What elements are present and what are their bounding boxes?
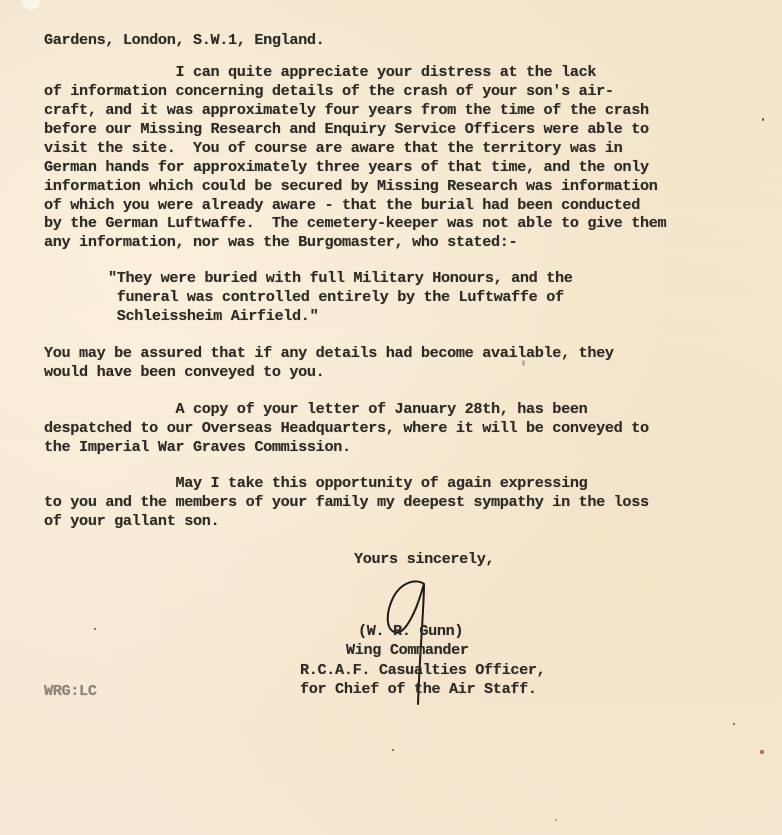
paragraph-1-line: by the German Luftwaffe. The cemetery-keeper was not able to give them: [44, 214, 667, 232]
paragraph-1-line: before our Missing Research and Enquiry Service Officers were able to: [44, 120, 649, 138]
paper-speck: [392, 749, 394, 751]
quote-line: funeral was controlled entirely by the Luftwaffe of: [108, 288, 564, 306]
paper-speck: [733, 723, 735, 725]
paper-tear-mark: [22, 0, 40, 10]
paragraph-1-line: German hands for approximately three years of that time, and the only: [44, 158, 649, 176]
paper-speck: [522, 360, 525, 366]
quote-line: Schleissheim Airfield.": [108, 307, 319, 325]
paragraph-3-line: despatched to our Overseas Headquarters, where it will be conveyed to: [44, 419, 649, 437]
paragraph-4-line: of your gallant son.: [44, 512, 220, 530]
paragraph-3-line: A copy of your letter of January 28th, has been: [44, 400, 588, 418]
paragraph-1-line: craft, and it was approximately four years from the time of the crash: [44, 101, 649, 119]
paper-speck-red: [760, 750, 764, 754]
paragraph-4-line: to you and the members of your family my deepest sympathy in the loss: [44, 493, 649, 511]
paragraph-1-line: I can quite appreciate your distress at the lack: [44, 63, 597, 81]
paragraph-1-line: of information concerning details of the crash of your son's air-: [44, 82, 614, 100]
paper-speck: [94, 628, 96, 630]
paragraph-1-line: information which could be secured by Missing Research was information: [44, 177, 658, 195]
signatory-name: (W. R. Gunn): [358, 622, 464, 640]
paragraph-1-line: visit the site. You of course are aware that the territory was in: [44, 139, 623, 157]
closing-salutation: Yours sincerely,: [354, 550, 495, 568]
paper-speck: [762, 118, 764, 121]
paragraph-4-line: May I take this opportunity of again expressing: [44, 474, 588, 492]
paper-speck: [555, 819, 557, 821]
paragraph-1-line: any information, nor was the Burgomaster, who stated:-: [44, 233, 518, 251]
paragraph-2-line: would have been conveyed to you.: [44, 363, 325, 381]
paragraph-1-line: of which you were already aware - that the burial had been conducted: [44, 196, 640, 214]
paragraph-3-line: the Imperial War Graves Commission.: [44, 438, 351, 456]
signatory-rank: Wing Commander: [346, 641, 469, 659]
address-line: Gardens, London, S.W.1, England.: [44, 31, 325, 49]
quote-line: "They were buried with full Military Honours, and the: [108, 269, 573, 287]
paragraph-2-line: You may be assured that if any details had become available, they: [44, 344, 614, 362]
signatory-for-line: for Chief of the Air Staff.: [300, 680, 537, 698]
signatory-title: R.C.A.F. Casualties Officer,: [300, 661, 546, 679]
reference-initials: WRG:LC: [44, 682, 97, 700]
